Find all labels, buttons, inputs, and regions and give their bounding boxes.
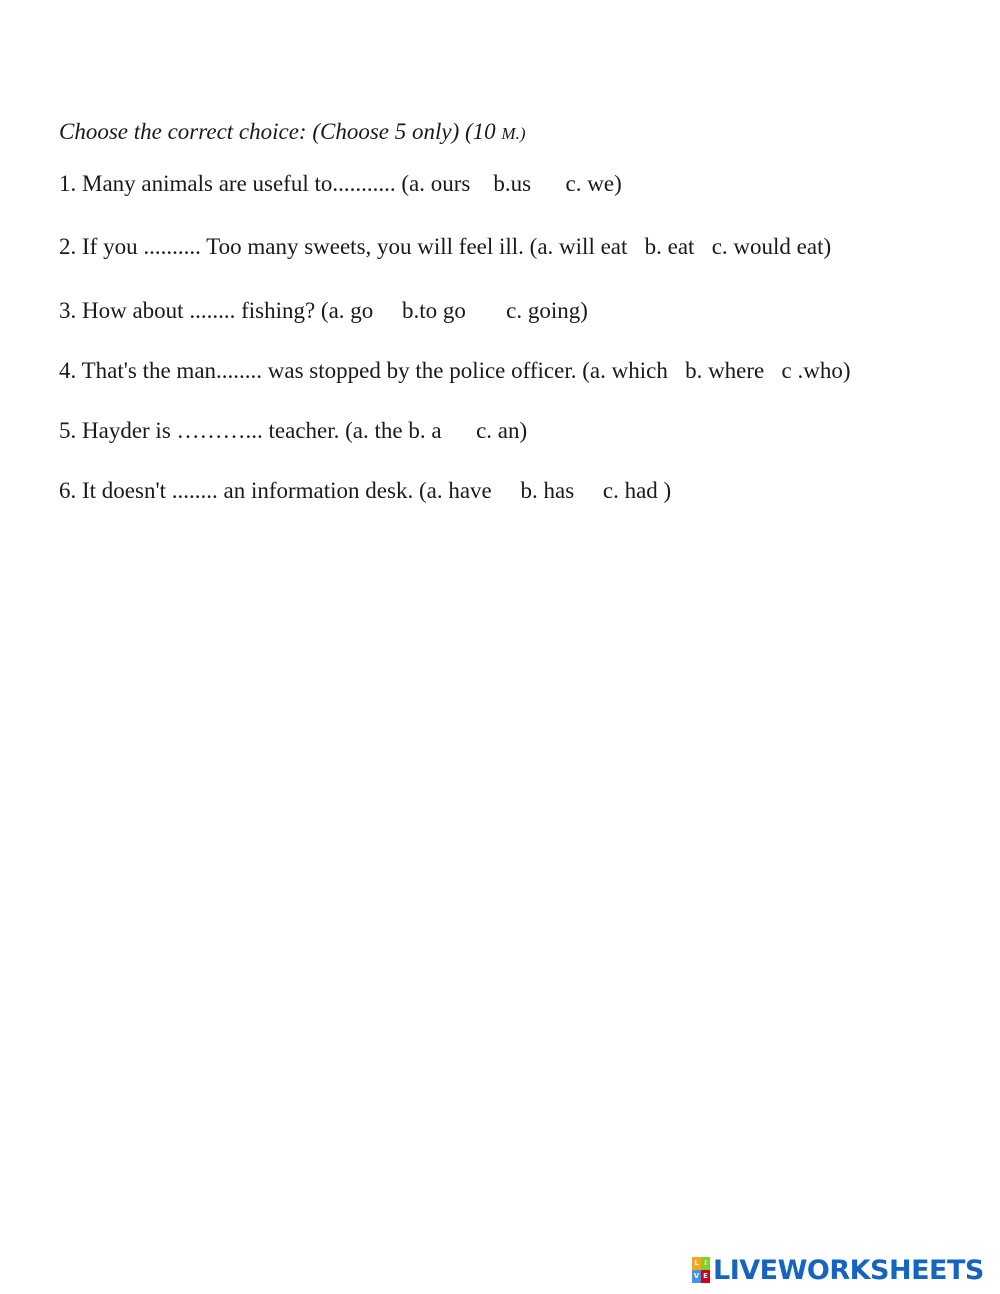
instruction — [59, 116, 979, 150]
logo-letter-l: L — [692, 1257, 701, 1270]
logo-letter-i: I — [701, 1257, 710, 1270]
question-3: 3. How about ........ fishing? (a. go b.to go c. going) — [59, 298, 588, 323]
question-5: 5. Hayder is ………... teacher. (a. the b. a c. an) — [59, 418, 528, 443]
question-4: 4. That's the man........ was stopped by the police officer. (a. which b. where c .who) — [59, 358, 851, 383]
question-1: 1. Many animals are useful to........... (a. ours b.us c. we) — [59, 171, 622, 196]
live-blocks-icon — [692, 1257, 710, 1283]
instruction-text: Choose the correct choice: (Choose 5 only) (10 — [59, 119, 502, 144]
question-2: 2. If you .......... Too many sweets, you will feel ill. (a. will eat b. eat c. would eat) — [59, 234, 832, 259]
logo-letter-v: V — [692, 1270, 701, 1283]
question-6: 6. It doesn't ........ an information desk. (a. have b. has c. had ) — [59, 478, 672, 503]
instruction-marks: M.) — [501, 124, 526, 143]
liveworksheets-logo — [692, 1253, 984, 1287]
brand-name: LIVEWORKSHEETS — [713, 1254, 984, 1286]
worksheet — [59, 116, 979, 507]
logo-letter-e: E — [701, 1270, 710, 1283]
